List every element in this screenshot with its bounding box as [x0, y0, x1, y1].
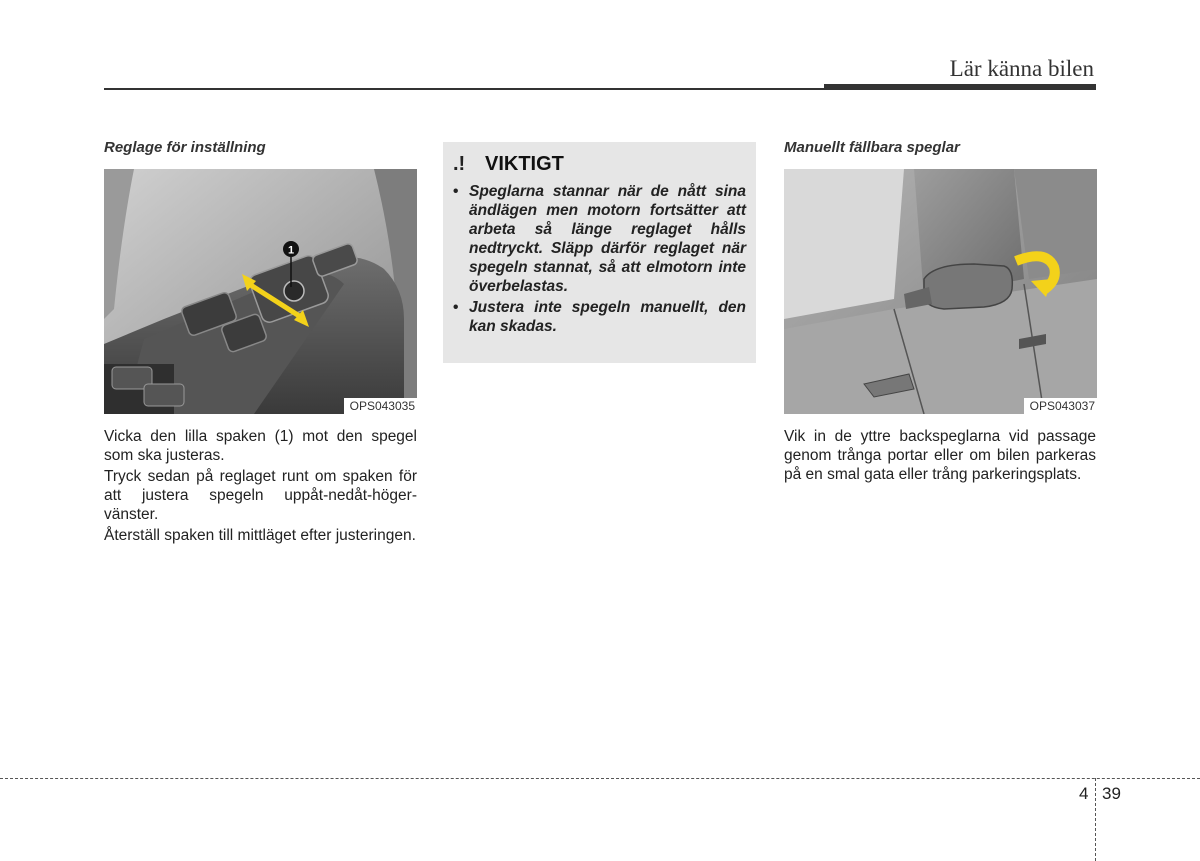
warning-title: VIKTIGT — [485, 152, 564, 175]
folding-mirror-illustration — [784, 169, 1097, 414]
warning-box — [443, 142, 756, 363]
footer-divider — [1095, 778, 1096, 861]
warning-item: • Justera inte spegeln manuellt, den kan skadas. — [453, 299, 746, 335]
chapter-number: 4 — [1079, 784, 1089, 803]
paragraph: Vicka den lilla spaken (1) mot den spegel som ska justeras. — [104, 428, 417, 464]
figure-code: OPS043035 — [344, 398, 417, 414]
right-column — [784, 138, 1096, 486]
warning-column — [443, 142, 756, 363]
warning-list — [453, 182, 746, 336]
callout-number: 1 — [287, 244, 295, 257]
warning-icon: .! — [453, 152, 466, 175]
warning-header — [453, 150, 746, 178]
paragraph: Vik in de yttre backspeglarna vid passage genom trånga portar eller om bilen parkeras på en smal gata eller trång parkeringsplats. — [784, 428, 1096, 483]
mirror-switch-figure — [104, 169, 417, 414]
header-rule-accent — [824, 84, 1096, 90]
warning-item: • Speglarna stannar när de nått sina ändlägen men motorn fortsätter att arbeta så länge reglaget hålls nedtryckt. Släpp därför reglaget när spegeln stannat, så att elmotorn inte överbelastas. — [453, 183, 746, 295]
section-heading-folding-mirrors: Manuellt fällbara speglar — [784, 139, 960, 156]
paragraph: Tryck sedan på reglaget runt om spaken för att justera spegeln uppåt-nedåt-höger-vänster. — [104, 468, 417, 523]
page-number: 39 — [1102, 784, 1121, 803]
left-body-text — [104, 427, 417, 545]
mirror-switch-illustration — [104, 169, 417, 414]
footer-rule — [0, 778, 1200, 779]
folding-mirror-figure — [784, 169, 1097, 414]
right-body-text — [784, 427, 1096, 484]
paragraph: Återställ spaken till mittläget efter justeringen. — [104, 527, 416, 544]
header-rule — [104, 88, 824, 90]
section-heading-adjustment: Reglage för inställning — [104, 139, 266, 156]
chapter-title: Lär känna bilen — [949, 56, 1094, 81]
figure-code: OPS043037 — [1024, 398, 1097, 414]
left-column — [104, 138, 417, 547]
